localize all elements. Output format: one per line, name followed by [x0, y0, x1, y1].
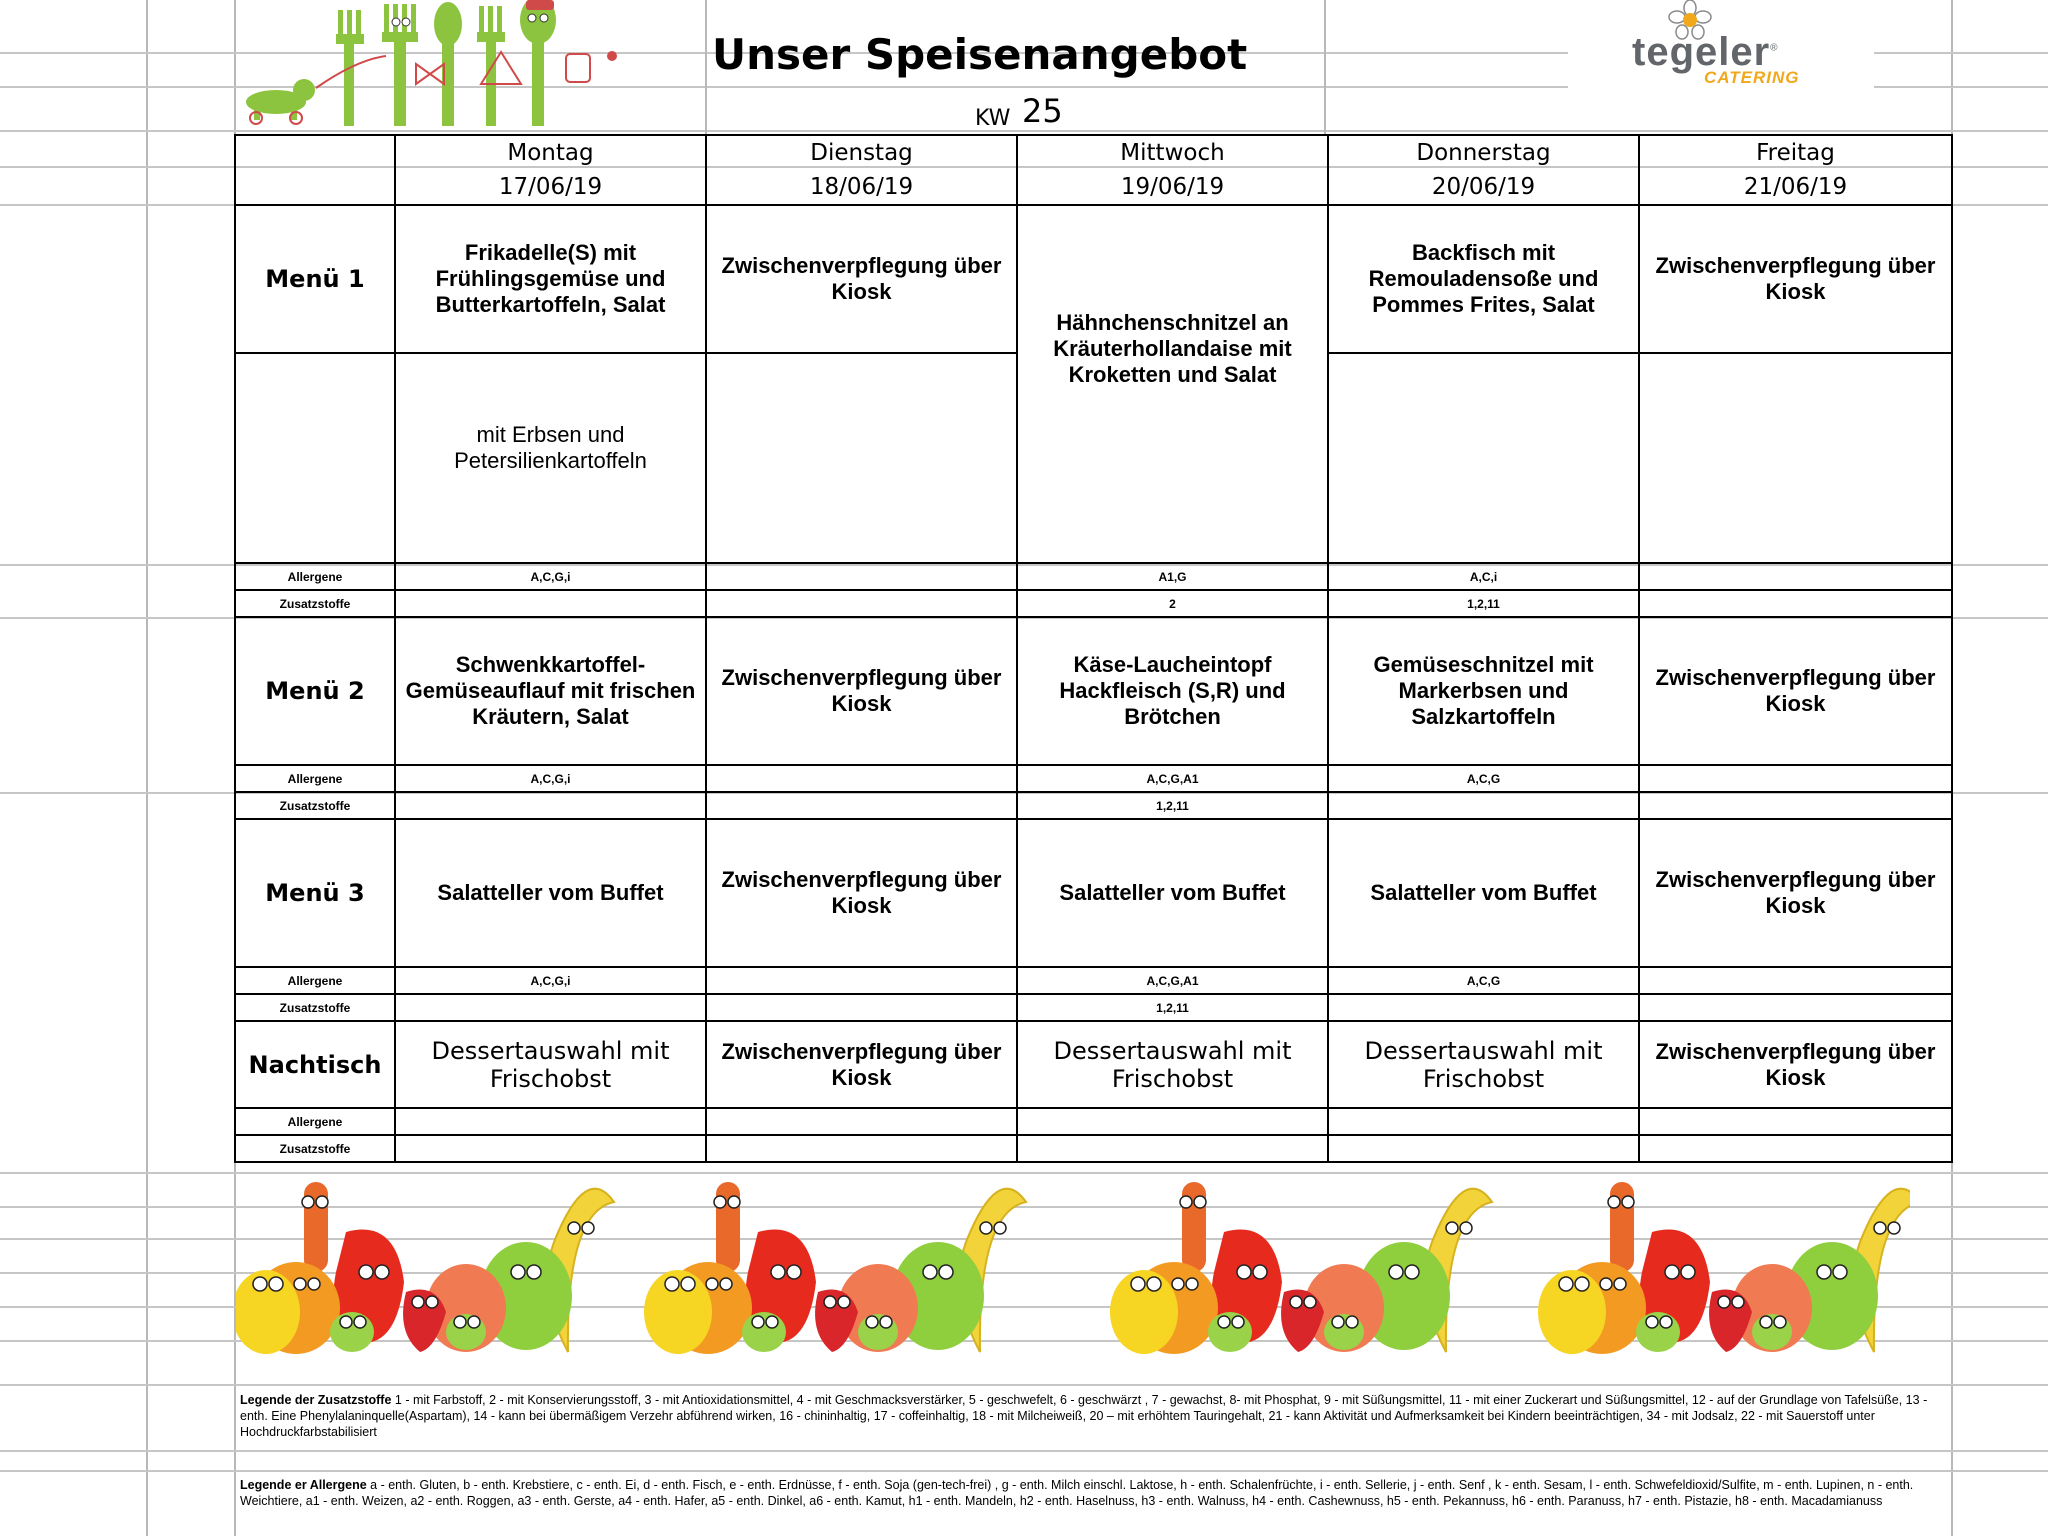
zusatzstoffe-value: 1,2,11	[1328, 590, 1639, 617]
grid-line	[0, 1384, 2048, 1386]
menu2-dish-freitag: Zwischenverpflegung über Kiosk	[1639, 617, 1952, 765]
page-title: Unser Speisenangebot	[712, 30, 1248, 79]
nachtisch-donnerstag: Dessertauswahl mit Frischobst	[1328, 1021, 1639, 1108]
menu1-montag-alt: mit Erbsen und Petersilienkartoffeln	[395, 353, 706, 563]
zusatzstoffe-label: Zusatzstoffe	[235, 590, 395, 617]
allergene-value: A,C,i	[1328, 563, 1639, 590]
empty-cell	[235, 353, 395, 563]
allergene-value	[706, 967, 1017, 994]
brand-name: tegeler	[1632, 30, 1771, 74]
allergene-value	[395, 1108, 706, 1135]
menu2-dish-mittwoch: Käse-Laucheintopf Hackfleisch (S,R) und Brötchen	[1017, 617, 1328, 765]
legend-allergene-title: Legende er Allergene	[240, 1478, 367, 1492]
zusatzstoffe-value	[395, 1135, 706, 1162]
calendar-week-value: 25	[1022, 92, 1063, 130]
menu2-row	[235, 617, 1952, 765]
grid-line	[1324, 0, 1326, 134]
menu1-dish-montag: Frikadelle(S) mit Frühlingsgemüse und Butterkartoffeln, Salat	[395, 205, 706, 353]
menu1-dish-freitag: Zwischenverpflegung über Kiosk	[1639, 205, 1952, 353]
zusatzstoffe-value	[706, 590, 1017, 617]
menu3-dish-mittwoch: Salatteller vom Buffet	[1017, 819, 1328, 967]
day-date: 18/06/19	[809, 174, 914, 200]
day-date: 19/06/19	[1120, 174, 1225, 200]
legend-zusatzstoffe	[240, 1392, 1940, 1440]
calendar-week-label: KW	[975, 106, 1011, 131]
allergene-value: A1,G	[1017, 563, 1328, 590]
day-name: Freitag	[1756, 140, 1835, 166]
day-header	[1328, 135, 1639, 205]
zusatzstoffe-value: 1,2,11	[1017, 994, 1328, 1021]
nachtisch-dienstag: Zwischenverpflegung über Kiosk	[706, 1021, 1017, 1108]
allergene-value	[1639, 967, 1952, 994]
zusatzstoffe-value	[1639, 1135, 1952, 1162]
empty-cell	[1639, 353, 1952, 563]
legend-zusatzstoffe-text: 1 - mit Farbstoff, 2 - mit Konservierungsstoff, 3 - mit Antioxidationsmittel, 4 - mit Geschmacksverstärker, 5 - geschwefelt, 6 - geschwärzt , 7 - gewachst, 8- mit Phosphat, 9 - mit Süßungsmittel, 11 - mit einer Zuckerart und Süßungsmittel, 12 - auf der Grundlage von Tafelsüße, 13 - enth. Eine Phenylalaninquelle(Aspartam), 14 - kann bei übermäßigem Verzehr abführend wirken, 16 - chininhaltig, 17 - coffeinhaltig, 18 - mit Milcheiweiß, 20 – mit erhöhtem Tauringehalt, 21 - kann Aktivität und Aufmerksamkeit bei Kindern beeinträchtigen, 34 - mit Jodsalz, 22 - mit Sauerstoff unter Hochdruckfarbstabilisiert	[240, 1393, 1928, 1439]
zusatzstoffe-value: 1,2,11	[1017, 792, 1328, 819]
zusatzstoffe-value	[395, 994, 706, 1021]
day-name: Dienstag	[810, 140, 913, 166]
allergene-value	[1639, 765, 1952, 792]
menu1-label: Menü 1	[235, 205, 395, 353]
zusatzstoffe-value	[395, 590, 706, 617]
day-date: 17/06/19	[498, 174, 603, 200]
menu1-allergene-row	[235, 563, 1952, 590]
legend-allergene	[240, 1477, 1940, 1509]
menu2-allergene-row	[235, 765, 1952, 792]
nachtisch-allergene-row	[235, 1108, 1952, 1135]
zusatzstoffe-value	[1328, 994, 1639, 1021]
empty-cell	[706, 353, 1017, 563]
allergene-value: A,C,G,i	[395, 765, 706, 792]
zusatzstoffe-value	[1017, 1135, 1328, 1162]
day-name: Montag	[507, 140, 594, 166]
empty-cell	[1328, 353, 1639, 563]
menu1-dish-dienstag: Zwischenverpflegung über Kiosk	[706, 205, 1017, 353]
grid-line	[0, 130, 2048, 132]
zusatzstoffe-value	[395, 792, 706, 819]
day-header	[706, 135, 1017, 205]
menu3-label: Menü 3	[235, 819, 395, 967]
zusatzstoffe-value	[1328, 1135, 1639, 1162]
menu2-label: Menü 2	[235, 617, 395, 765]
menu3-dish-freitag: Zwischenverpflegung über Kiosk	[1639, 819, 1952, 967]
allergene-value	[1639, 563, 1952, 590]
day-header	[1639, 135, 1952, 205]
day-header	[395, 135, 706, 205]
zusatzstoffe-value	[1639, 994, 1952, 1021]
menu2-dish-donnerstag: Gemüseschnitzel mit Markerbsen und Salzkartoffeln	[1328, 617, 1639, 765]
allergene-value	[706, 563, 1017, 590]
allergene-value: A,C,G,A1	[1017, 765, 1328, 792]
allergene-value: A,C,G	[1328, 765, 1639, 792]
menu3-dish-donnerstag: Salatteller vom Buffet	[1328, 819, 1639, 967]
nachtisch-label: Nachtisch	[235, 1021, 395, 1108]
zusatzstoffe-value	[1639, 792, 1952, 819]
menu3-dish-montag: Salatteller vom Buffet	[395, 819, 706, 967]
day-date: 21/06/19	[1743, 174, 1848, 200]
menu3-row	[235, 819, 1952, 967]
zusatzstoffe-value: 2	[1017, 590, 1328, 617]
nachtisch-montag: Dessertauswahl mit Frischobst	[395, 1021, 706, 1108]
allergene-label: Allergene	[235, 967, 395, 994]
allergene-value	[706, 1108, 1017, 1135]
brand-logo	[1568, 0, 1874, 90]
day-header-row	[235, 135, 1952, 205]
menu3-allergene-row	[235, 967, 1952, 994]
menu1-zusatzstoffe-row	[235, 590, 1952, 617]
zusatzstoffe-value	[706, 792, 1017, 819]
zusatzstoffe-label: Zusatzstoffe	[235, 792, 395, 819]
allergene-label: Allergene	[235, 1108, 395, 1135]
grid-line	[0, 1470, 2048, 1472]
zusatzstoffe-label: Zusatzstoffe	[235, 994, 395, 1021]
nachtisch-row	[235, 1021, 1952, 1108]
zusatzstoffe-value	[1639, 590, 1952, 617]
fruit-banner-illustration	[236, 1172, 1910, 1368]
grid-line	[705, 0, 707, 134]
nachtisch-freitag: Zwischenverpflegung über Kiosk	[1639, 1021, 1952, 1108]
menu1-row	[235, 205, 1952, 353]
allergene-value	[1017, 1108, 1328, 1135]
menu2-dish-montag: Schwenkkartoffel-Gemüseauflauf mit frischen Kräutern, Salat	[395, 617, 706, 765]
nachtisch-zusatzstoffe-row	[235, 1135, 1952, 1162]
zusatzstoffe-value	[1328, 792, 1639, 819]
allergene-value: A,C,G	[1328, 967, 1639, 994]
day-header	[1017, 135, 1328, 205]
allergene-value: A,C,G,i	[395, 563, 706, 590]
allergene-label: Allergene	[235, 765, 395, 792]
day-name: Mittwoch	[1120, 140, 1225, 166]
registered-mark: ®	[1770, 42, 1779, 54]
menu2-dish-dienstag: Zwischenverpflegung über Kiosk	[706, 617, 1017, 765]
legend-zusatzstoffe-title: Legende der Zusatzstoffe	[240, 1393, 392, 1407]
menu1-dish-donnerstag: Backfisch mit Remouladensoße und Pommes Frites, Salat	[1328, 205, 1639, 353]
allergene-value: A,C,G,i	[395, 967, 706, 994]
menu3-dish-dienstag: Zwischenverpflegung über Kiosk	[706, 819, 1017, 967]
legend-allergene-text: a - enth. Gluten, b - enth. Krebstiere, c - enth. Ei, d - enth. Fisch, e - enth. Erdnüsse, f - enth. Soja (gen-tech-frei) , g - enth. Milch einschl. Laktose, h - enth. Schalenfrüchte, i - enth. Sellerie, j - enth. Senf , k - enth. Sesam, l - enth. Schwefeldioxid/Sulfite, m - enth. Lupinen, n - enth. Weichtiere, a1 - enth. Weizen, a2 - enth. Roggen, a3 - enth. Gerste, a4 - enth. Hafer, a5 - enth. Dinkel, a6 - enth. Kamut, h1 - enth. Mandeln, h2 - enth. Haselnuss, h3 - enth. Walnuss, h4 - enth. Cashewnuss, h5 - enth. Pekannuss, h6 - enth. Paranuss, h7 - enth. Pistazie, h8 - enth. Macadamianuss	[240, 1478, 1914, 1508]
allergene-value	[1639, 1108, 1952, 1135]
menu2-zusatzstoffe-row	[235, 792, 1952, 819]
day-name: Donnerstag	[1416, 140, 1551, 166]
cutlery-mascot-logo	[236, 0, 624, 130]
corner-cell	[235, 135, 395, 205]
grid-line	[0, 1450, 2048, 1452]
allergene-label: Allergene	[235, 563, 395, 590]
allergene-value	[1328, 1108, 1639, 1135]
zusatzstoffe-value	[706, 1135, 1017, 1162]
allergene-value	[706, 765, 1017, 792]
menu1-dish-mittwoch: Hähnchenschnitzel an Kräuterhollandaise mit Kroketten und Salat	[1017, 205, 1328, 563]
menu3-zusatzstoffe-row	[235, 994, 1952, 1021]
zusatzstoffe-value	[706, 994, 1017, 1021]
nachtisch-mittwoch: Dessertauswahl mit Frischobst	[1017, 1021, 1328, 1108]
brand-subtitle: CATERING	[1704, 68, 1800, 87]
zusatzstoffe-label: Zusatzstoffe	[235, 1135, 395, 1162]
day-date: 20/06/19	[1431, 174, 1536, 200]
menu-table	[234, 134, 1953, 1163]
allergene-value: A,C,G,A1	[1017, 967, 1328, 994]
